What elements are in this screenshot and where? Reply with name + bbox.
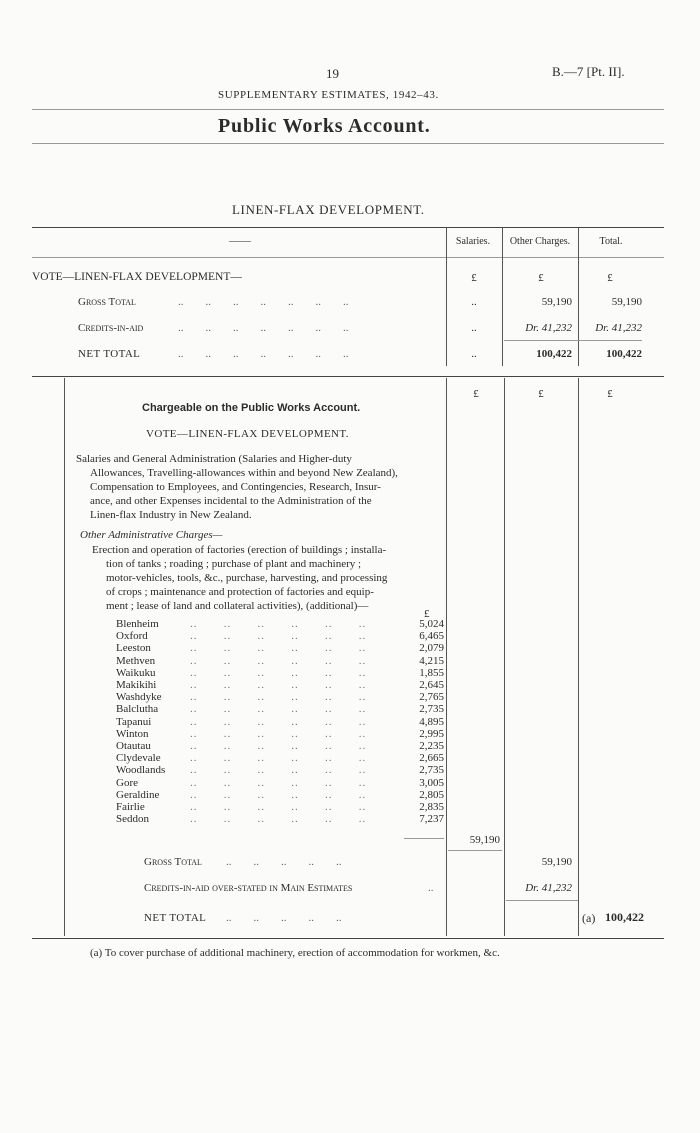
summary-row-net-salaries: ..	[471, 348, 477, 360]
salaries-subtotal: 59,190	[469, 834, 500, 846]
other-charges-heading: Other Administrative Charges—	[80, 529, 223, 541]
summary-row-gross-total: 59,190	[611, 296, 642, 308]
other-charges-paragraph	[92, 543, 446, 613]
summary-head-dash: ——	[229, 235, 251, 247]
summary-head-rule	[32, 257, 664, 258]
summary-row-gross-other: 59,190	[541, 296, 572, 308]
supplementary-title: SUPPLEMENTARY ESTIMATES, 1942–43.	[218, 89, 439, 101]
location-value: 7,237	[419, 813, 444, 826]
location-name: Waikuku	[116, 666, 156, 679]
location-name: Otautau	[116, 740, 151, 752]
other-charges-line: Erection and operation of factories (erection of buildings ; installa-	[92, 544, 387, 556]
location-value: 2,835	[419, 801, 444, 813]
other-charges-line: motor-vehicles, tools, &c., purchase, harvesting, and processing	[106, 572, 388, 584]
footnote: (a) To cover purchase of additional machinery, erection of accommodation for workmen, &c.	[90, 947, 500, 959]
other-charges-line: of crops ; maintenance and protection of factories and equip-	[106, 586, 374, 598]
vote-heading: VOTE—LINEN-FLAX DEVELOPMENT.	[146, 428, 349, 440]
other-charges-line: ment ; lease of land and collateral activities), (additional)—	[106, 600, 369, 612]
location-name: Tapanui	[116, 715, 152, 728]
detail-currency-other: £	[538, 388, 544, 400]
summary-row-credits-label: Credits-in-aid	[78, 322, 144, 334]
chargeable-heading: Chargeable on the Public Works Account.	[142, 402, 361, 414]
detail-gross-leader: .. .. .. .. ..	[226, 856, 342, 868]
location-value: 2,235	[419, 740, 444, 752]
col-head-total: Total.	[599, 236, 623, 247]
detail-credits-leader: ..	[428, 882, 434, 894]
location-leader-dots: .. .. .. .. .. ..	[190, 801, 367, 813]
other-charges-line: tion of tanks ; roading ; purchase of plant and machinery ;	[106, 558, 362, 570]
salaries-line: Linen-flax Industry in New Zealand.	[90, 509, 252, 521]
summary-row-gross-salaries: ..	[471, 296, 477, 308]
document-reference: B.—7 [Pt. II].	[552, 64, 625, 79]
location-name: Geraldine	[116, 788, 160, 801]
summary-currency-salaries: £	[471, 272, 477, 284]
detail-net-leader: .. .. .. .. ..	[226, 912, 342, 924]
location-value: 2,765	[419, 691, 444, 704]
detail-gross-value: 59,190	[541, 856, 572, 868]
page-number: 19	[326, 66, 339, 81]
location-leader-dots: .. .. .. .. .. ..	[190, 715, 367, 728]
salaries-line: Allowances, Travelling-allowances within and beyond New Zealand),	[90, 467, 398, 479]
summary-row-net-total: 100,422	[606, 348, 642, 360]
locations-subtotal-rule	[404, 838, 444, 839]
summary-net-rule	[504, 340, 642, 341]
location-name: Methven	[116, 654, 156, 667]
location-value: 2,079	[419, 642, 444, 655]
detail-credits-label: Credits-in-aid over-stated in Main Estimates	[144, 882, 353, 894]
summary-rule-top	[32, 227, 664, 228]
summary-row-gross-label: Gross Total	[78, 296, 136, 308]
location-leader-dots: .. .. .. .. .. ..	[190, 654, 367, 667]
section-title: LINEN-FLAX DEVELOPMENT.	[232, 202, 425, 217]
salaries-line: Compensation to Employees, and Contingencies, Research, Insur-	[90, 481, 381, 493]
detail-net-rule	[506, 900, 578, 901]
location-leader-dots: .. .. .. .. .. ..	[190, 776, 367, 789]
detail-net-value: 100,422	[605, 910, 644, 924]
location-leader-dots: .. .. .. .. .. ..	[190, 679, 367, 691]
location-leader-dots: .. .. .. .. .. ..	[190, 618, 367, 630]
detail-net-note-mark: (a)	[582, 911, 596, 925]
summary-row-net-leader: .. .. .. .. .. .. ..	[178, 348, 349, 360]
col-head-other-charges: Other Charges.	[509, 236, 571, 247]
summary-row-net-label: NET TOTAL	[78, 348, 141, 360]
location-leader-dots: .. .. .. .. .. ..	[190, 752, 367, 765]
location-name: Winton	[116, 727, 149, 740]
location-name: Fairlie	[116, 801, 145, 813]
location-leader-dots: .. .. .. .. .. ..	[190, 666, 367, 679]
detail-gross-rule-left	[448, 850, 502, 851]
location-value: 2,805	[419, 788, 444, 801]
header-rule-bottom	[32, 143, 664, 144]
location-leader-dots: .. .. .. .. .. ..	[190, 740, 367, 752]
summary-row-credits-salaries: ..	[471, 322, 477, 334]
detail-credits-value: Dr. 41,232	[525, 882, 572, 894]
salaries-paragraph	[76, 452, 444, 522]
detail-col-divider-2	[504, 378, 505, 936]
detail-rule-bottom	[32, 938, 664, 939]
detail-currency-salaries: £	[473, 388, 479, 400]
location-value: 4,895	[419, 715, 444, 728]
summary-row-gross-leader: .. .. .. .. .. .. ..	[178, 296, 349, 308]
summary-currency-other: £	[538, 272, 544, 284]
location-name: Seddon	[116, 813, 149, 826]
detail-currency-total: £	[607, 388, 613, 400]
detail-net-label: NET TOTAL	[144, 912, 207, 924]
location-name: Clydevale	[116, 752, 161, 765]
location-value: 5,024	[419, 618, 444, 630]
location-leader-dots: .. .. .. .. .. ..	[190, 703, 367, 716]
summary-col-divider-2	[502, 228, 503, 366]
summary-row-credits-leader: .. .. .. .. .. .. ..	[178, 322, 349, 334]
location-name: Blenheim	[116, 618, 159, 630]
location-name: Woodlands	[116, 764, 166, 777]
summary-col-divider-1	[446, 228, 447, 366]
salaries-line: ance, and other Expenses incidental to the Administration of the	[90, 495, 372, 507]
detail-left-border	[64, 378, 65, 936]
summary-rule-bottom	[32, 376, 664, 377]
location-name: Balclutha	[116, 703, 159, 716]
summary-row-credits-total: Dr. 41,232	[595, 322, 642, 334]
location-name: Washdyke	[116, 691, 162, 704]
location-leader-dots: .. .. .. .. .. ..	[190, 630, 367, 643]
detail-col-divider-3	[578, 378, 579, 936]
inner-currency: £	[424, 608, 430, 620]
location-name: Leeston	[116, 642, 151, 655]
salaries-line: Salaries and General Administration (Salaries and Higher-duty	[76, 453, 352, 465]
location-value: 2,995	[419, 727, 444, 740]
location-name: Oxford	[116, 630, 148, 643]
summary-currency-total: £	[607, 272, 613, 284]
summary-row-credits-other: Dr. 41,232	[525, 322, 572, 334]
account-title: Public Works Account.	[218, 115, 431, 137]
location-leader-dots: .. .. .. .. .. ..	[190, 727, 367, 740]
location-value: 1,855	[419, 666, 444, 679]
location-leader-dots: .. .. .. .. .. ..	[190, 764, 367, 777]
col-head-salaries: Salaries.	[455, 236, 491, 247]
location-value: 2,665	[419, 752, 444, 765]
location-leader-dots: .. .. .. .. .. ..	[190, 642, 367, 655]
location-name: Gore	[116, 776, 138, 789]
summary-col-divider-3	[578, 228, 579, 366]
location-value: 2,735	[419, 703, 444, 716]
location-name: Makikihi	[116, 679, 157, 691]
location-leader-dots: .. .. .. .. .. ..	[190, 788, 367, 801]
location-leader-dots: .. .. .. .. .. ..	[190, 813, 367, 826]
location-value: 6,465	[419, 630, 444, 643]
location-value: 2,735	[419, 764, 444, 777]
location-value: 4,215	[419, 654, 444, 667]
location-value: 3,005	[419, 776, 444, 789]
location-leader-dots: .. .. .. .. .. ..	[190, 691, 367, 704]
location-value: 2,645	[419, 679, 444, 691]
summary-vote-label: VOTE—LINEN-FLAX DEVELOPMENT—	[32, 271, 242, 283]
summary-row-net-other: 100,422	[536, 348, 572, 360]
header-rule-top	[32, 109, 664, 110]
detail-gross-label: Gross Total	[144, 856, 202, 868]
detail-col-divider-1	[446, 378, 447, 936]
